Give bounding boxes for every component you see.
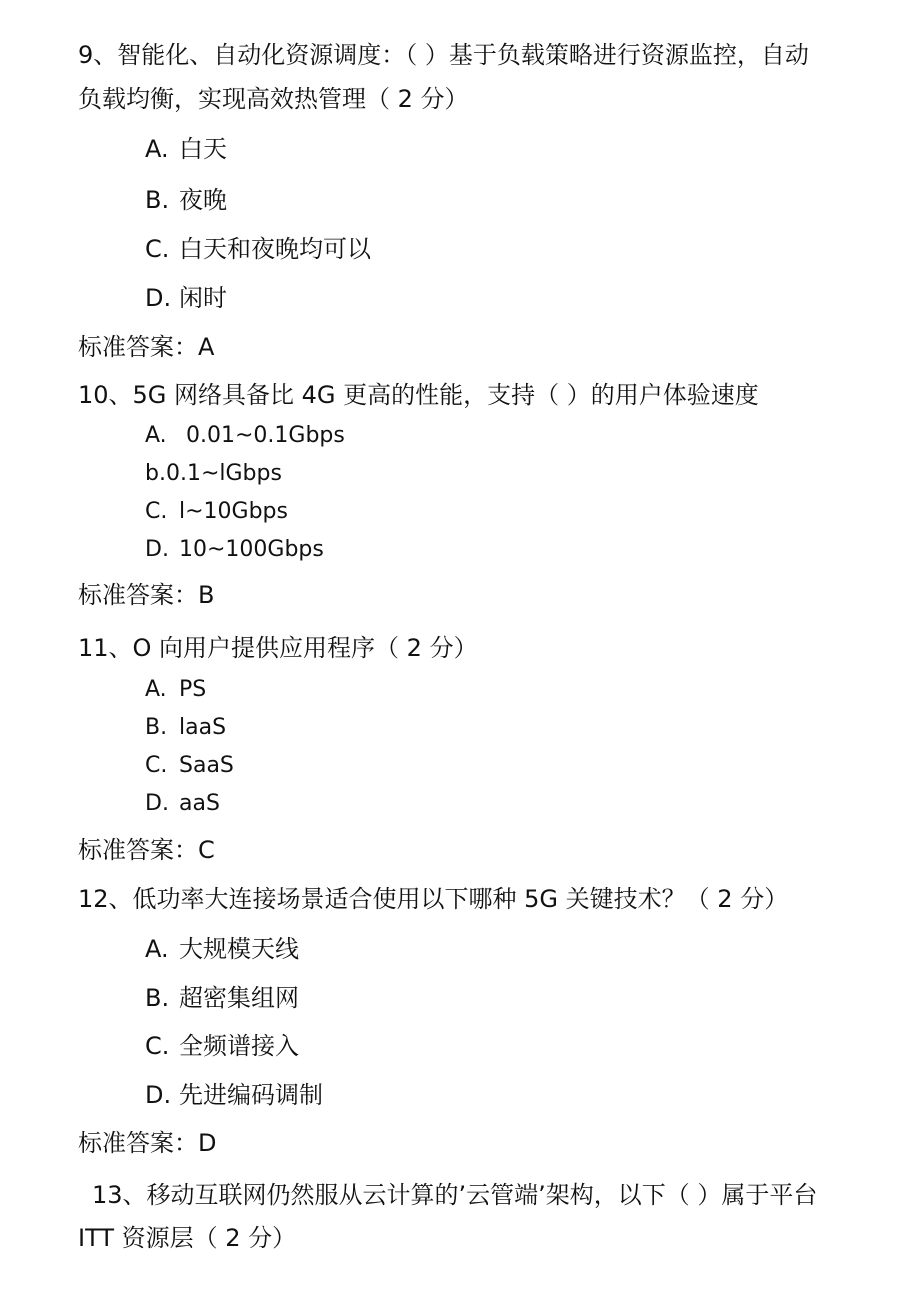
option-letter: D. — [145, 537, 169, 562]
option-letter: D. — [145, 284, 172, 312]
option-text: laaS — [179, 715, 227, 740]
option-text: l~10Gbps — [179, 499, 288, 524]
option-letter: C. — [145, 753, 168, 778]
question-11-answer: 标准答案：C — [78, 836, 215, 864]
question-9-option-c — [145, 234, 371, 264]
question-9-answer: 标准答案：A — [78, 333, 215, 361]
option-letter: D. — [145, 1081, 172, 1109]
option-text: 先进编码调制 — [179, 1081, 323, 1109]
option-letter: A. — [145, 677, 167, 702]
option-letter: C. — [145, 499, 168, 524]
option-text: 大规模天线 — [179, 935, 299, 963]
option-letter: C. — [145, 235, 170, 263]
option-text: 闲时 — [179, 284, 227, 312]
option-text: PS — [179, 677, 207, 702]
question-12-option-b — [145, 983, 299, 1013]
option-letter: B. — [145, 984, 170, 1012]
question-10-answer: 标准答案：B — [78, 581, 215, 609]
option-text: SaaS — [179, 753, 234, 778]
question-9-stem-line2: 负载均衡，实现高效热管理（ 2 分） — [78, 85, 469, 113]
option-letter: B. — [145, 715, 168, 740]
option-letter: B. — [145, 186, 170, 214]
question-12-option-c — [145, 1031, 299, 1061]
question-9-option-d — [145, 283, 227, 313]
option-letter: D. — [145, 791, 169, 816]
question-13-stem-line1: 13、移动互联网仍然服从云计算的’云管端’架构，以下（ ）属于平台 — [92, 1181, 818, 1209]
question-9-option-a — [145, 134, 227, 164]
question-10-option-b — [145, 460, 282, 488]
question-11-stem-line1: 11、O 向用户提供应用程序（ 2 分） — [78, 634, 478, 662]
question-9-option-b — [145, 185, 227, 215]
option-text: 白天 — [179, 135, 227, 163]
option-letter: A. — [145, 935, 169, 963]
question-10-option-a — [145, 422, 345, 450]
option-text: 0.01~0.1Gbps — [179, 423, 345, 448]
option-text: b.0.1~lGbps — [145, 461, 282, 486]
question-10-option-c — [145, 498, 288, 526]
option-letter: A. — [145, 423, 167, 448]
question-11-option-a — [145, 676, 206, 704]
option-letter: C. — [145, 1032, 170, 1060]
option-text: aaS — [179, 791, 220, 816]
option-text: 白天和夜晚均可以 — [179, 235, 371, 263]
question-12-option-d — [145, 1080, 323, 1110]
question-11-option-d — [145, 790, 220, 818]
question-12-stem-line1: 12、低功率大连接场景适合使用以下哪种 5G 关键技术？（ 2 分） — [78, 885, 789, 913]
option-text: 全频谱接入 — [179, 1032, 299, 1060]
option-letter: A. — [145, 135, 169, 163]
option-text: 夜晚 — [179, 186, 227, 214]
question-12-option-a — [145, 934, 299, 964]
question-9-stem-line1: 9、智能化、自动化资源调度：（ ）基于负载策略进行资源监控，自动 — [78, 41, 809, 69]
question-11-option-c — [145, 752, 234, 780]
question-13-stem-line2: ITT 资源层（ 2 分） — [78, 1224, 297, 1252]
option-text: 10~100Gbps — [179, 537, 324, 562]
question-10-option-d — [145, 536, 324, 564]
question-11-option-b — [145, 714, 226, 742]
option-text: 超密集组网 — [179, 984, 299, 1012]
question-10-stem-line1: 10、5G 网络具备比 4G 更高的性能，支持（ ）的用户体验速度 — [78, 381, 759, 409]
question-12-answer: 标准答案：D — [78, 1129, 217, 1157]
